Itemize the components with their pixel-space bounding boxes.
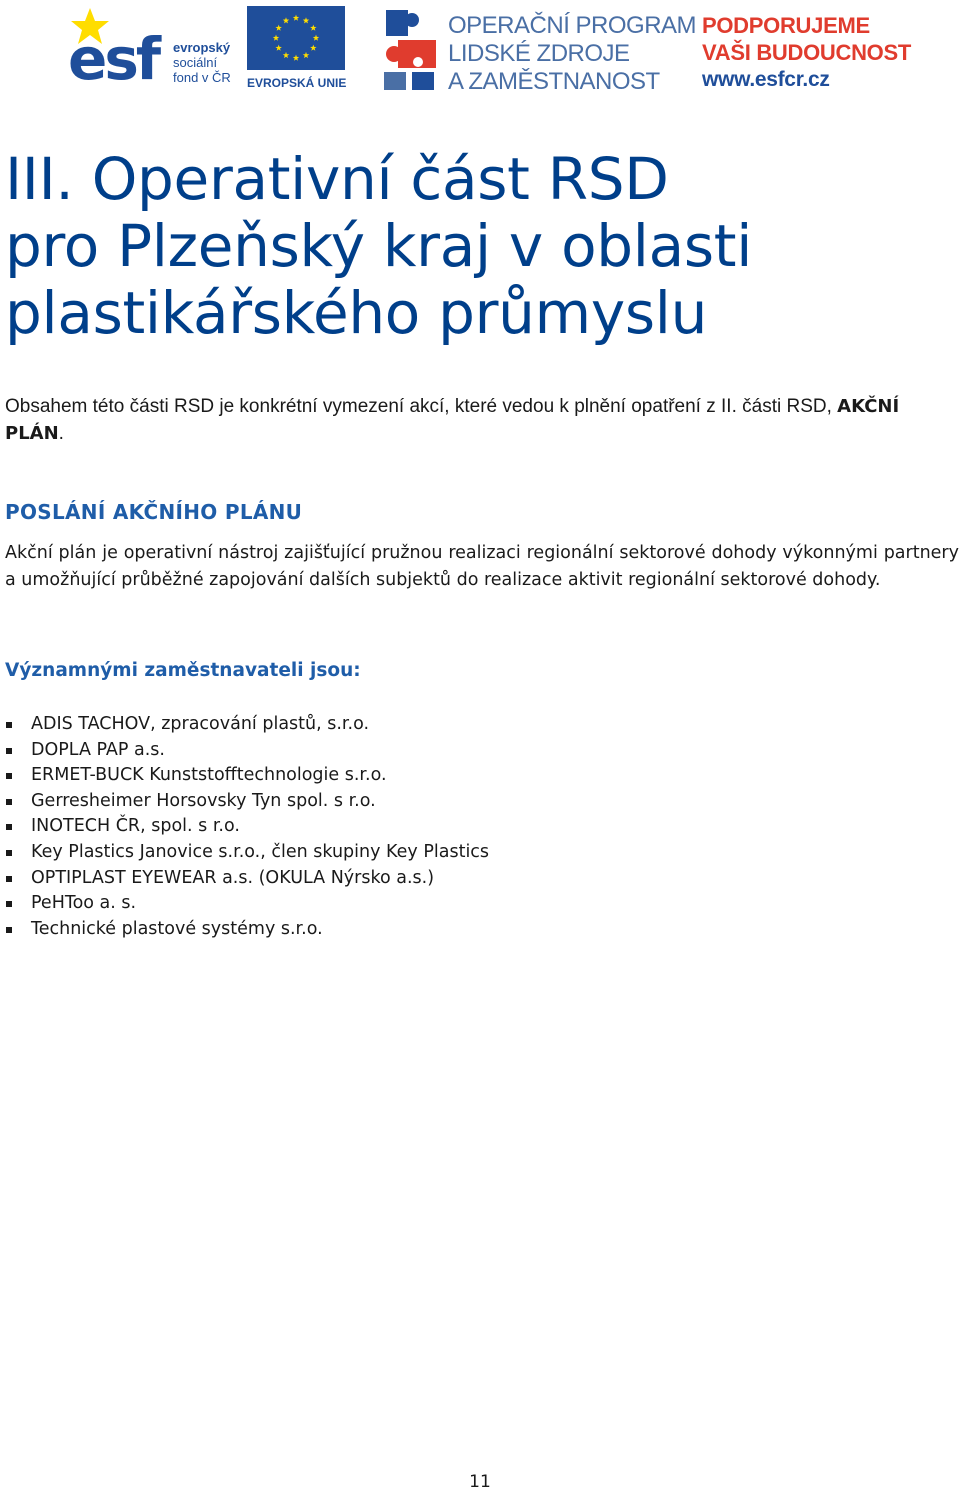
- list-item-text: Gerresheimer Horsovsky Tyn spol. s r.o.: [31, 790, 376, 811]
- puzzle-figure-icon: [380, 6, 440, 92]
- esf-logo: [68, 6, 240, 92]
- intro-paragraph: [5, 393, 960, 447]
- op-title: [448, 12, 696, 96]
- list-item: [5, 763, 489, 789]
- square-bullet-icon: [6, 722, 12, 728]
- square-bullet-icon: [6, 876, 12, 882]
- support-logo: [702, 12, 912, 92]
- list-item: [5, 891, 489, 917]
- title-line1: III. Operativní část RSD: [5, 145, 669, 213]
- list-item: [5, 712, 489, 738]
- op-line1: OPERAČNÍ PROGRAM: [448, 12, 697, 39]
- list-item: [5, 866, 489, 892]
- square-bullet-icon: [6, 927, 12, 933]
- eu-logo: [247, 6, 347, 92]
- op-logo: [380, 6, 697, 95]
- support-line2: VAŠI BUDOUCNOST: [702, 40, 911, 65]
- intro-bold: AKČNÍ PLÁN: [5, 396, 900, 444]
- list-item-text: ADIS TACHOV, zpracování plastů, s.r.o.: [31, 714, 370, 734]
- list-item: [5, 814, 489, 840]
- list-item-text: DOPLA PAP a.s.: [31, 739, 165, 760]
- esf-wordmark: esf: [68, 25, 159, 93]
- list-item: [5, 840, 489, 866]
- list-item: [5, 738, 489, 764]
- eu-flag-icon: [247, 6, 345, 70]
- mission-heading: POSLÁNÍ AKČNÍHO PLÁNU: [5, 500, 303, 524]
- employers-heading: Významnými zaměstnavateli jsou:: [5, 660, 361, 681]
- square-bullet-icon: [6, 773, 12, 779]
- list-item-text: PeHToo a. s.: [31, 893, 137, 914]
- intro-text: Obsahem této části RSD je konkrétní vymezení akcí, které vedou k plnění opatření z II. části RSD,: [5, 396, 838, 417]
- header-logos: [0, 0, 960, 100]
- list-item-text: Technické plastové systémy s.r.o.: [31, 918, 323, 939]
- intro-end: .: [58, 423, 64, 444]
- list-item: [5, 917, 489, 943]
- title-line3: plastikářského průmyslu: [5, 279, 708, 347]
- square-bullet-icon: [6, 824, 12, 830]
- page-title: [5, 146, 752, 347]
- esf-line2: sociální: [173, 55, 218, 70]
- list-item: [5, 789, 489, 815]
- eu-label: EVROPSKÁ UNIE: [247, 76, 347, 90]
- square-bullet-icon: [6, 901, 12, 907]
- support-line1: PODPORUJEME: [702, 13, 870, 38]
- op-line3: A ZAMĚSTNANOST: [448, 68, 660, 95]
- esf-line1: evropský: [173, 40, 231, 55]
- list-item-text: ERMET-BUCK Kunststofftechnologie s.r.o.: [31, 765, 387, 786]
- square-bullet-icon: [6, 799, 12, 805]
- employers-list: [5, 712, 489, 942]
- esf-line3: fond v ČR: [173, 70, 231, 85]
- op-line2: LIDSKÉ ZDROJE: [448, 40, 630, 67]
- page-number: 11: [469, 1472, 491, 1492]
- title-line2: pro Plzeňský kraj v oblasti: [5, 212, 753, 280]
- list-item-text: Key Plastics Janovice s.r.o., člen skupiny Key Plastics: [31, 841, 490, 862]
- esf-subtitle: [173, 40, 231, 85]
- square-bullet-icon: [6, 850, 12, 856]
- support-url: www.esfcr.cz: [702, 68, 830, 91]
- list-item-text: OPTIPLAST EYEWEAR a.s. (OKULA Nýrsko a.s.): [31, 867, 435, 888]
- square-bullet-icon: [6, 748, 12, 754]
- mission-paragraph: Akční plán je operativní nástroj zajišťující pružnou realizaci regionální sektorové dohody výkonnými partnery a umožňující průběžné zapojování dalších subjektů do realizace aktivit regionální sektorové dohody.: [5, 543, 959, 590]
- list-item-text: INOTECH ČR, spol. s r.o.: [31, 816, 240, 837]
